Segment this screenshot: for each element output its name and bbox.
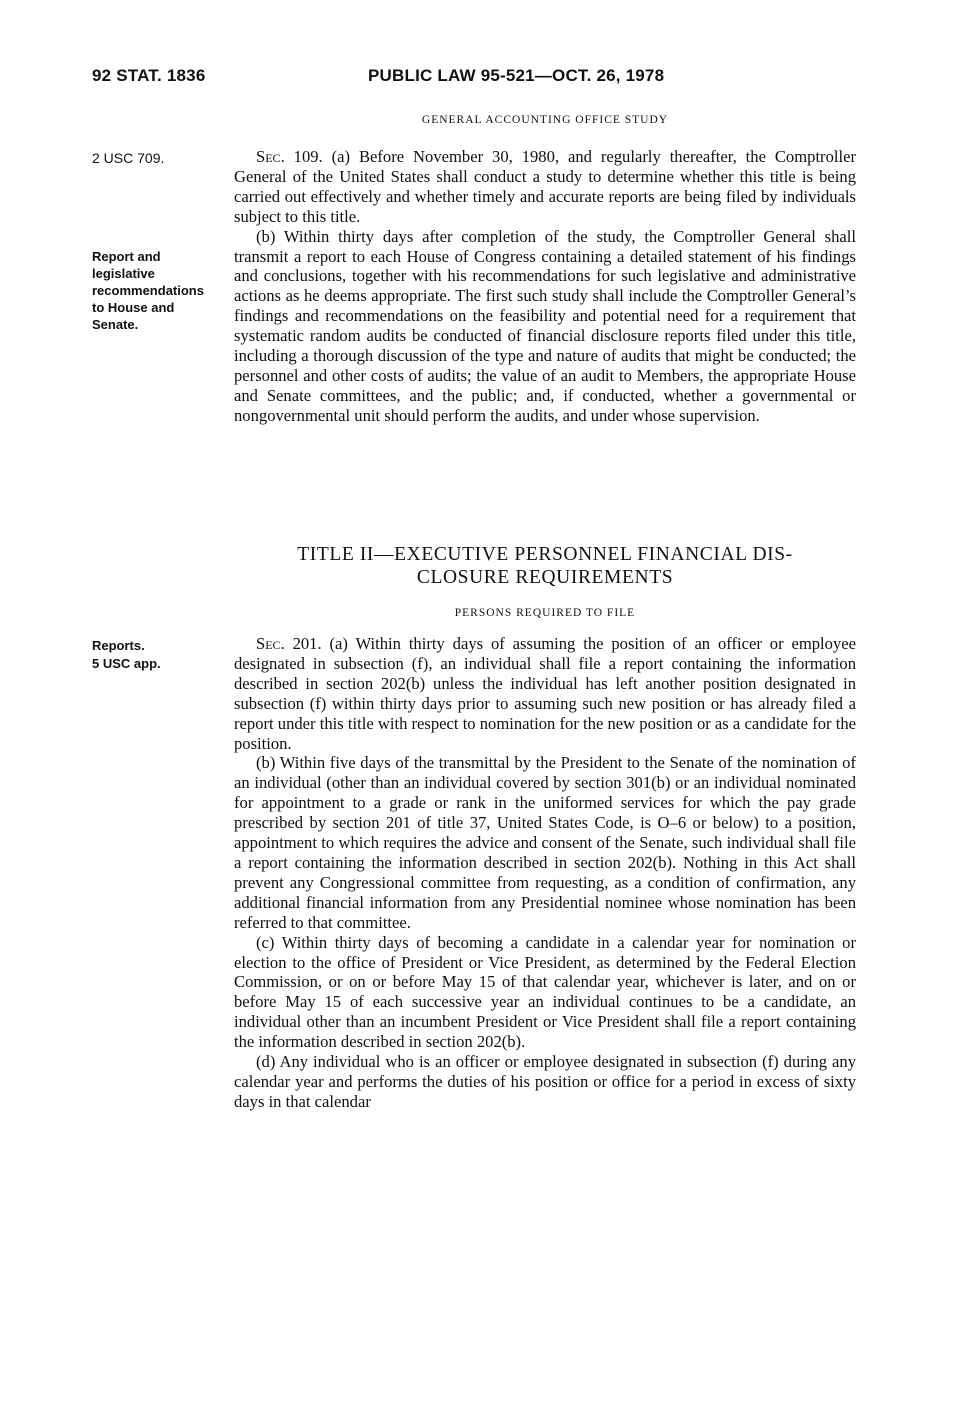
title-ii-line-1: TITLE II—EXECUTIVE PERSONNEL FINANCIAL DIS- — [297, 544, 793, 565]
title-ii-heading — [234, 543, 856, 589]
margin-note-line: Report and — [92, 249, 161, 264]
section-109-body — [234, 147, 856, 426]
margin-note-reports: Reports. — [92, 638, 145, 653]
margin-note-report-recommendations — [92, 248, 222, 333]
section-109-heading: GENERAL ACCOUNTING OFFICE STUDY — [421, 114, 669, 126]
section-201-paragraph-a — [234, 634, 856, 753]
section-109-a-text: (a) Before November 30, 1980, and regularly thereafter, the Comptroller General of the United States shall conduct a study to determine whether this title is being carried out effectively and whether timely and accurate reports are being filed by individuals subject to this title. — [234, 147, 856, 226]
section-109-paragraph-a — [234, 147, 856, 227]
section-109-label: Sec. 109. — [256, 147, 323, 166]
section-201-label: Sec. 201. — [256, 634, 322, 653]
section-109-paragraph-b: (b) Within thirty days after completion of the study, the Comptroller General shall transmit a report to each House of Congress containing a detailed statement of his findings and conclusions, together with his recommendations for such legislative and administrative actions as he deems appropriate. The first such study shall include the Comptroller General’s findings and recommendations on the feasibility and potential need for a requirement that systematic random audits be conducted of financial disclosure reports filed under this title, including a thorough discussion of the type and nature of audits that might be conducted; the personnel and other costs of audits; the value of an audit to Members, the appropriate House and Senate committees, and the public; and, if conducted, whether a governmental or nongovernmental unit should perform the audits, and under whose supervision. — [234, 226, 856, 425]
margin-note-usc-app: 5 USC app. — [92, 656, 161, 671]
margin-note-line: legislative — [92, 266, 155, 281]
margin-note-line: Senate. — [92, 317, 139, 332]
stat-citation: 92 STAT. 1836 — [92, 66, 206, 85]
margin-note-usc-709: 2 USC 709. — [92, 150, 165, 166]
section-201-a-text: (a) Within thirty days of assuming the position of an officer or employee designated in subsection (f), an individual shall file a report containing the information described in section 202(b) unless the individual has left another position designated in subsection (f) within thirty days prior to assuming such new position or has already filed a report under this title with respect to nomination for the new position or as a candidate for the position. — [234, 634, 856, 753]
title-ii-line-2: CLOSURE REQUIREMENTS — [416, 567, 674, 588]
margin-note-line: recommendations — [92, 283, 204, 298]
section-201-paragraph-b: (b) Within five days of the transmittal by the President to the Senate of the nomination of an individual (other than an individual covered by section 301(b) or an individual nominated for appointment to a grade or rank in the uniformed services for which the pay grade prescribed by section 201 of title 37, United States Code, is O–6 or below) to a position, appointment to which requires the advice and consent of the Senate, such individual shall file a report containing the information described in section 202(b). Nothing in this Act shall prevent any Congressional committee from requesting, as a condition of confirmation, any additional financial information from any Presidential nominee whose nomination has been referred to that committee. — [234, 753, 856, 932]
section-201-paragraph-c: (c) Within thirty days of becoming a candidate in a calendar year for nomination or election to the office of President or Vice President, as determined by the Federal Election Commission, or on or before May 15 of that calendar year, whichever is later, and on or before May 15 of each successive year an individual continues to be a candidate, an individual other than an incumbent President or Vice President shall file a report containing the information described in section 202(b). — [234, 932, 856, 1052]
section-201-body — [234, 634, 856, 1112]
public-law-header: PUBLIC LAW 95-521—OCT. 26, 1978 — [368, 66, 665, 85]
margin-note-line: to House and — [92, 300, 175, 315]
section-201-paragraph-d: (d) Any individual who is an officer or employee designated in subsection (f) during any calendar year and performs the duties of his position or office for a period in excess of sixty days in that calendar — [234, 1052, 856, 1111]
section-201-heading: PERSONS REQUIRED TO FILE — [454, 607, 636, 619]
